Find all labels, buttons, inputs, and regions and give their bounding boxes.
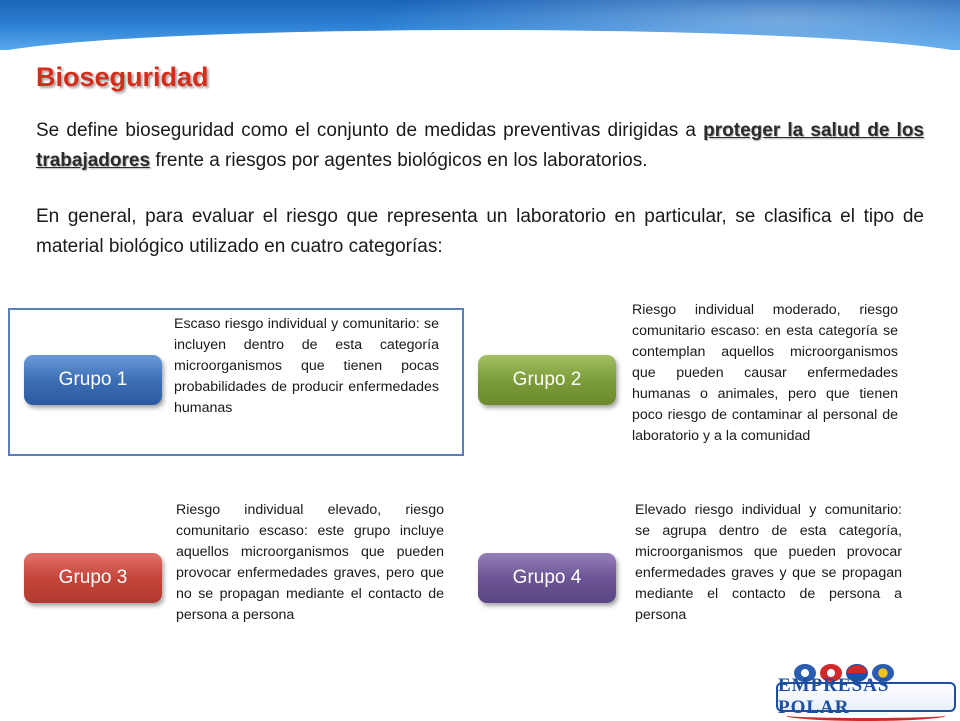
definition-text-start: Se define bioseguridad como el conjunto de medidas preventivas dirigidas a (36, 120, 704, 141)
logo-text: EMPRESAS POLAR (778, 675, 890, 718)
grupo-3-button[interactable]: Grupo 3 (24, 553, 162, 603)
definition-emphasis: proteger la salud de los trabajadores (36, 120, 924, 171)
grupo-3-description: Riesgo individual elevado, riesgo comunitario escaso: este grupo incluye aquellos microorganismos que pueden provocar enfermedades graves, pero que no se propagan mediante el contacto de persona a persona (176, 502, 444, 623)
grupo-1-button[interactable]: Grupo 1 (24, 355, 162, 405)
logo-plate (776, 675, 956, 718)
grupo-2-description: Riesgo individual moderado, riesgo comunitario escaso: en esta categoría se contemplan aquellos microorganismos que pueden causar enfermedades humanas o animales, pero que tienen poco riesgo de contaminar al personal de laboratorio y a la comunidad (632, 302, 898, 444)
grupo-2-button[interactable]: Grupo 2 (478, 355, 616, 405)
header-band (0, 0, 960, 50)
logo-swoosh (786, 710, 946, 721)
slide-title: Bioseguridad (36, 62, 209, 92)
empresas-polar-logo (776, 664, 956, 720)
definition-text-end: frente a riesgos por agentes biológicos en los laboratorios. (150, 150, 648, 171)
grupo-4-description: Elevado riesgo individual y comunitario: se agrupa dentro de esta categoría, microorganismos que pueden provocar enfermedades graves y que se propagan mediante el contacto de persona a persona (635, 502, 902, 623)
grupo-4-button[interactable]: Grupo 4 (478, 553, 616, 603)
grupo-1-description: Escaso riesgo individual y comunitario: se incluyen dentro de esta categoría microorganismos que tienen pocas probabilidades de producir enfermedades humanas (174, 316, 439, 416)
classification-paragraph: En general, para evaluar el riesgo que representa un laboratorio en particular, se clasifica el tipo de material biológico utilizado en cuatro categorías: (36, 206, 924, 257)
definition-paragraph (36, 116, 924, 176)
